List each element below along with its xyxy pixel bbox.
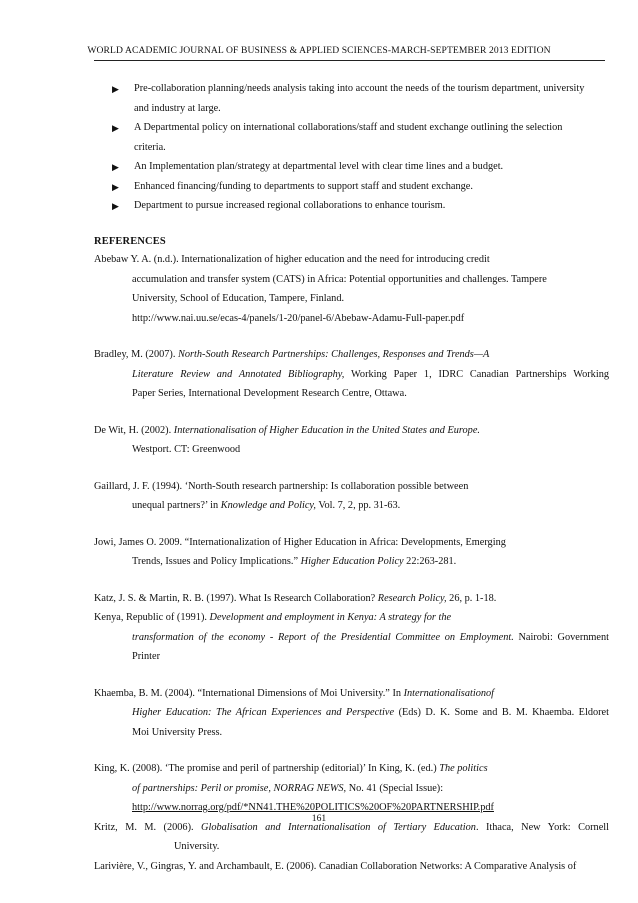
reference-title: Globalisation and Internationalisation of Tertiary Education — [201, 821, 476, 833]
reference-line: Moi University Press. — [132, 726, 223, 738]
list-item-text: A Departmental policy on international collaborations/staff and student exchange outlining the selection — [134, 122, 563, 133]
reference-list — [94, 250, 609, 876]
list-item-text: Enhanced financing/funding to departments to support staff and student exchange. — [134, 180, 473, 192]
reference-line — [94, 684, 609, 704]
list-item-text: Department to pursue increased regional collaborations to enhance tourism. — [134, 200, 446, 211]
reference-line — [94, 496, 609, 516]
reference-entry — [94, 533, 609, 572]
reference-author: De Wit, H. (2002). — [94, 424, 174, 436]
reference-title: transformation of the economy - Report of the Presidential Committee on Employment. — [132, 631, 514, 643]
reference-entry — [94, 477, 609, 516]
reference-line: Larivière, V., Gingras, Y. and Archambault, E. (2006). Canadian Collaboration Networks: A Comparative Analysis of — [94, 860, 577, 872]
reference-author: Katz, J. S. & Martin, R. B. (1997). What Is Research Collaboration? — [94, 592, 378, 604]
reference-detail: unequal partners?’ in — [132, 500, 221, 511]
reference-line: University, School of Education, Tampere, Finland. — [132, 293, 345, 304]
reference-line — [94, 759, 609, 779]
reference-author: Khaemba, B. M. (2004). “International Dimensions of Moi University.” In — [94, 687, 404, 699]
reference-detail: 22:263-281. — [403, 556, 457, 567]
header-rule — [94, 60, 605, 61]
reference-entry — [94, 421, 609, 460]
reference-line: University. — [174, 841, 220, 852]
reference-detail: (Eds) D. K. Some and B. M. Khaemba. Eldoret — [394, 707, 609, 718]
reference-detail: 26, p. 1-18. — [446, 592, 497, 604]
reference-author: King, K. (2008). ‘The promise and peril of partnership (editorial)’ In King, K. (ed.) — [94, 763, 440, 774]
triangle-bullet-icon: ▶ — [112, 84, 119, 94]
reference-author: Kritz, M. M. (2006). — [94, 821, 202, 833]
reference-entry — [94, 684, 609, 743]
reference-title: Development and employment in Kenya: A strategy for the — [209, 612, 452, 623]
reference-title: Internationalisationof — [403, 687, 494, 699]
reference-line: Printer — [132, 651, 161, 662]
list-item-text: Pre-collaboration planning/needs analysis taking into account the needs of the tourism department, university — [134, 83, 585, 94]
list-item-text: and industry at large. — [134, 102, 221, 114]
reference-detail: No. 41 (Special Issue): — [346, 782, 444, 794]
reference-line — [94, 608, 609, 628]
triangle-bullet-icon: ▶ — [112, 162, 119, 172]
reference-url: http://www.nai.uu.se/ecas-4/panels/1-20/panel-6/Abebaw-Adamu-Full-paper.pdf — [132, 312, 465, 324]
reference-line — [94, 345, 609, 365]
reference-line — [94, 779, 609, 799]
reference-line: Westport. CT: Greenwood — [132, 444, 241, 455]
list-item — [0, 79, 638, 118]
reference-title: North-South Research Partnerships: Challenges, Responses and Trends—A — [177, 349, 490, 360]
reference-title: Higher Education Policy — [300, 556, 404, 567]
list-item-text: An Implementation plan/strategy at departmental level with clear time lines and a budget. — [134, 161, 504, 172]
reference-detail: Trends, Issues and Policy Implications.” — [132, 556, 301, 567]
reference-line — [94, 628, 609, 648]
reference-detail: Nairobi: Government — [513, 631, 609, 643]
reference-line — [94, 703, 609, 723]
reference-title: of partnerships: Peril or promise, NORRAG NEWS, — [132, 782, 347, 794]
reference-line: Jowi, James O. 2009. “Internationalization of Higher Education in Africa: Developments, Emerging — [94, 536, 506, 548]
reference-line: Abebaw Y. A. (n.d.). Internationalization of higher education and the need for introducing credit — [94, 254, 490, 265]
running-header: WORLD ACADEMIC JOURNAL OF BUSINESS & APPLIED SCIENCES-MARCH-SEPTEMBER 2013 EDITION — [87, 45, 551, 56]
reference-line: Paper Series, International Development Research Centre, Ottawa. — [132, 388, 407, 399]
list-item-text: criteria. — [134, 141, 166, 153]
reference-url-link[interactable]: http://www.norrag.org/pdf/*NN41.THE%20POLITICS%20OF%20PARTNERSHIP.pdf — [132, 802, 494, 813]
reference-entry — [94, 857, 609, 877]
reference-line — [94, 365, 609, 385]
page-number: 161 — [311, 813, 327, 824]
list-item — [0, 177, 638, 197]
reference-entry — [94, 589, 609, 609]
list-item — [0, 118, 638, 157]
reference-line — [94, 552, 609, 572]
reference-detail: Working Paper 1, IDRC Canadian Partnerships Working — [344, 368, 609, 380]
reference-detail: . Ithaca, New York: Cornell — [475, 821, 609, 833]
reference-line: Gaillard, J. F. (1994). ‘North-South research partnership: Is collaboration possible between — [94, 480, 469, 492]
triangle-bullet-icon: ▶ — [112, 181, 119, 192]
reference-title: Research Policy, — [377, 592, 447, 604]
list-item — [0, 196, 638, 216]
reference-line — [94, 421, 609, 441]
reference-line: accumulation and transfer system (CATS) in Africa: Potential opportunities and challenges. Tampere — [132, 273, 547, 285]
reference-title: The politics — [439, 763, 488, 774]
reference-entry — [94, 759, 609, 818]
triangle-bullet-icon: ▶ — [112, 123, 119, 133]
reference-detail: Vol. 7, 2, pp. 31-63. — [315, 500, 401, 511]
reference-title: Knowledge and Policy, — [220, 500, 316, 511]
reference-title: Internationalisation of Higher Education in the United States and Europe. — [173, 424, 480, 436]
triangle-bullet-icon: ▶ — [112, 201, 119, 211]
reference-line — [94, 589, 609, 609]
references-heading: REFERENCES — [94, 236, 166, 247]
reference-title: Higher Education: The African Experiences and Perspective — [132, 707, 395, 718]
reference-title: Literature Review and Annotated Bibliography, — [132, 368, 345, 380]
list-item — [0, 157, 638, 177]
reference-author: Kenya, Republic of (1991). — [94, 612, 210, 623]
reference-entry — [94, 345, 609, 404]
reference-entry — [94, 608, 609, 667]
reference-author: Bradley, M. (2007). — [94, 349, 178, 360]
reference-entry — [94, 250, 609, 328]
recommendation-list — [0, 79, 638, 216]
